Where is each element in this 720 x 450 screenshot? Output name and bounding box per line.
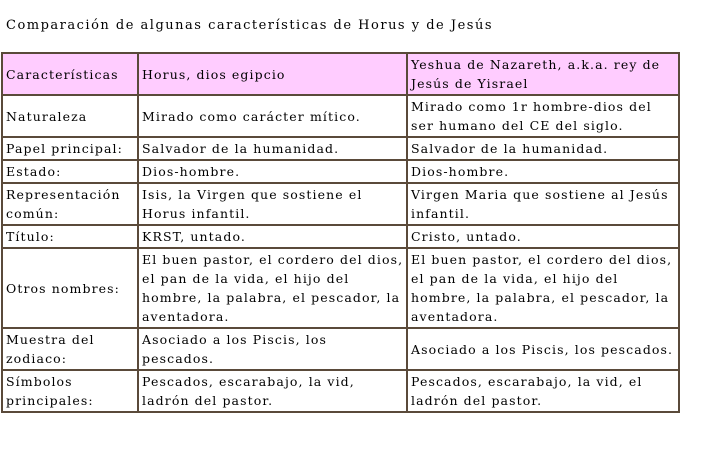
jesus-cell: Virgen Maria que sostiene al Jesús infantil.: [408, 184, 678, 226]
row-label: Papel principal:: [3, 138, 139, 161]
row-label: Estado:: [3, 161, 139, 184]
page-title: Comparación de algunas características de Horus y de Jesús: [6, 18, 493, 33]
jesus-cell: Salvador de la humanidad.: [408, 138, 678, 161]
jesus-cell: Mirado como 1r hombre-dios del ser humano del CE del siglo.: [408, 96, 678, 138]
row-label: Símbolos principales:: [3, 371, 139, 411]
horus-cell: Mirado como carácter mítico.: [139, 96, 408, 138]
table-row: [3, 249, 678, 329]
comparison-table: [1, 52, 680, 413]
table-row: [3, 226, 678, 249]
header-yeshua: Yeshua de Nazareth, a.k.a. rey de Jesús de Yisrael: [408, 54, 678, 96]
jesus-cell: Asociado a los Piscis, los pescados.: [408, 329, 678, 371]
header-horus: Horus, dios egipcio: [139, 54, 408, 96]
row-label: Representación común:: [3, 184, 139, 226]
header-row: [3, 54, 678, 96]
horus-cell: El buen pastor, el cordero del dios, el pan de la vida, el hijo del hombre, la palabra, el pescador, la aventadora.: [139, 249, 408, 329]
header-caracteristicas: Características: [3, 54, 139, 96]
horus-cell: KRST, untado.: [139, 226, 408, 249]
row-label: Título:: [3, 226, 139, 249]
table-row: [3, 184, 678, 226]
horus-cell: Isis, la Virgen que sostiene el Horus infantil.: [139, 184, 408, 226]
table-row: [3, 96, 678, 138]
jesus-cell: Dios-hombre.: [408, 161, 678, 184]
horus-cell: Dios-hombre.: [139, 161, 408, 184]
horus-cell: Pescados, escarabajo, la vid, ladrón del pastor.: [139, 371, 408, 411]
table-row: [3, 138, 678, 161]
jesus-cell: El buen pastor, el cordero del dios, el pan de la vida, el hijo del hombre, la palabra, el pescador, la aventadora.: [408, 249, 678, 329]
horus-cell: Asociado a los Piscis, los pescados.: [139, 329, 408, 371]
table-row: [3, 371, 678, 411]
row-label: Muestra del zodiaco:: [3, 329, 139, 371]
table-row: [3, 161, 678, 184]
jesus-cell: Pescados, escarabajo, la vid, el ladrón del pastor.: [411, 374, 643, 408]
horus-cell: Salvador de la humanidad.: [139, 138, 408, 161]
row-label: Otros nombres:: [3, 249, 139, 329]
jesus-cell: Cristo, untado.: [408, 226, 678, 249]
table-row: [3, 329, 678, 371]
row-label: Naturaleza: [3, 96, 139, 138]
